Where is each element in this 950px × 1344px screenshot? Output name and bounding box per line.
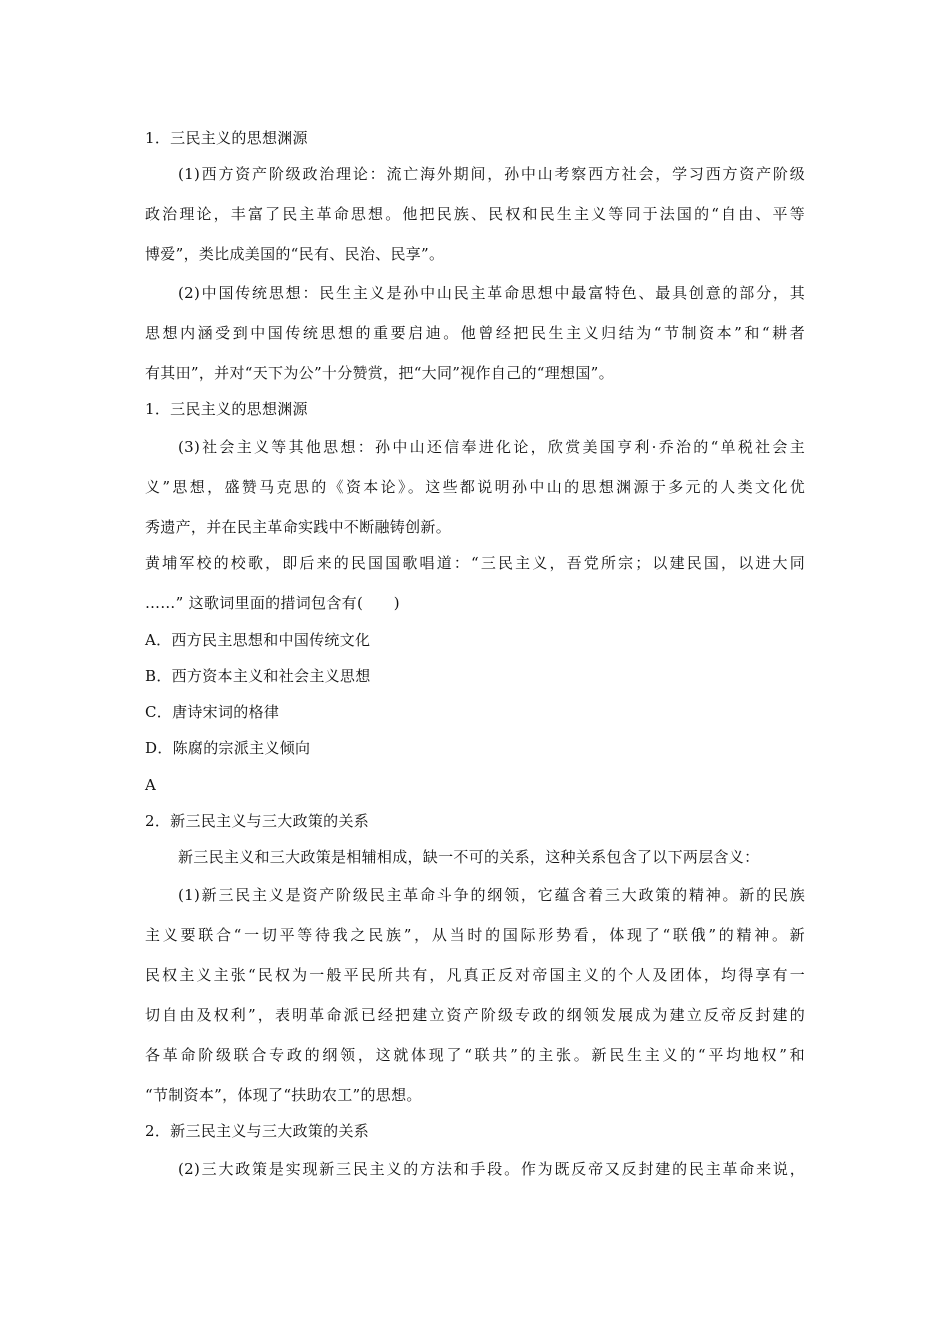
paragraph-line: 主义要联合“一切平等待我之民族”，从当时的国际形势看，体现了“联俄”的精神。新 [145, 926, 805, 944]
paragraph-line: 秀遗产，并在民主革命实践中不断融铸创新。 [145, 518, 452, 536]
paragraph-line: (2)中国传统思想：民生主义是孙中山民主革命思想中最富特色、最具创意的部分，其 [178, 284, 805, 302]
question-stem: ……” 这歌词里面的措词包含有( ) [145, 594, 400, 612]
paragraph-line: “节制资本”，体现了“扶助农工”的思想。 [145, 1086, 422, 1104]
question-stem: 黄埔军校的校歌，即后来的民国国歌唱道：“三民主义，吾党所宗；以建民国，以进大同 [145, 554, 805, 572]
paragraph-line: 新三民主义和三大政策是相辅相成，缺一不可的关系，这种关系包含了以下两层含义： [178, 848, 760, 866]
paragraph-line: 各革命阶级联合专政的纲领，这就体现了“联共”的主张。新民生主义的“平均地权”和 [145, 1046, 805, 1064]
paragraph-line: 政治理论，丰富了民主革命思想。他把民族、民权和民生主义等同于法国的“自由、平等 [145, 205, 805, 223]
section-heading: 1．三民主义的思想渊源 [145, 400, 308, 418]
paragraph-line: (1)新三民主义是资产阶级民主革命斗争的纲领，它蕴含着三大政策的精神。新的民族 [178, 886, 805, 904]
paragraph-line: 思想内涵受到中国传统思想的重要启迪。他曾经把民生主义归结为“节制资本”和“耕者 [145, 324, 805, 342]
option-c: C．唐诗宋词的格律 [145, 703, 280, 721]
paragraph-line: (1)西方资产阶级政治理论：流亡海外期间，孙中山考察西方社会，学习西方资产阶级 [178, 165, 805, 183]
section-heading: 2．新三民主义与三大政策的关系 [145, 1122, 370, 1140]
paragraph-line: 有其田”，并对“天下为公”十分赞赏，把“大同”视作自己的“理想国”。 [145, 364, 614, 382]
paragraph-line: (3)社会主义等其他思想：孙中山还信奉进化论，欣赏美国亨利·乔治的“单税社会主 [178, 438, 805, 456]
paragraph-line: 博爱”，类比成美国的“民有、民治、民享”。 [145, 245, 445, 263]
option-d: D．陈腐的宗派主义倾向 [145, 739, 311, 757]
option-a: A．西方民主思想和中国传统文化 [145, 631, 371, 649]
option-b: B．西方资本主义和社会主义思想 [145, 667, 371, 685]
paragraph-line: 切自由及权利”，表明革命派已经把建立资产阶级专政的纲领发展成为建立反帝反封建的 [145, 1006, 805, 1024]
paragraph-line: 义”思想，盛赞马克思的《资本论》。这些都说明孙中山的思想渊源于多元的人类文化优 [145, 478, 805, 496]
paragraph-line: 民权主义主张“民权为一般平民所共有，凡真正反对帝国主义的个人及团体，均得享有一 [145, 966, 805, 984]
answer: A [145, 776, 157, 794]
section-heading: 1．三民主义的思想渊源 [145, 129, 308, 147]
paragraph-line: (2)三大政策是实现新三民主义的方法和手段。作为既反帝又反封建的民主革命来说， [178, 1160, 805, 1178]
section-heading: 2．新三民主义与三大政策的关系 [145, 812, 370, 830]
